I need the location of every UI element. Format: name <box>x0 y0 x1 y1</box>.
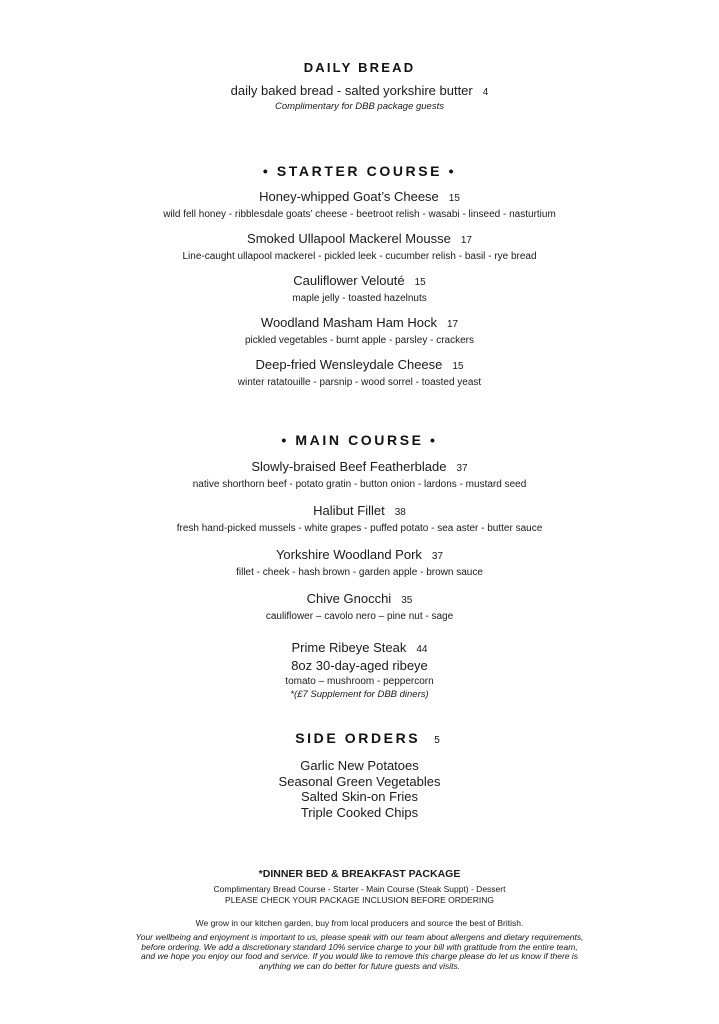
starter-list <box>0 189 719 390</box>
service-charge-notice <box>0 933 719 971</box>
dish-name: Smoked Ullapool Mackerel Mousse <box>247 231 451 246</box>
package-check-note: PLEASE CHECK YOUR PACKAGE INCLUSION BEFORE ORDERING <box>225 895 494 905</box>
starter-item <box>0 273 719 306</box>
main-list <box>0 459 719 701</box>
dish-description: pickled vegetables - burnt apple - parsley - crackers <box>245 335 474 346</box>
starter-section <box>0 163 719 399</box>
dish-price: 15 <box>414 277 426 288</box>
sourcing-statement: We grow in our kitchen garden, buy from local producers and source the best of British. <box>195 918 524 928</box>
sides-list <box>0 758 719 820</box>
dish-price: 15 <box>448 193 460 204</box>
side-item: Triple Cooked Chips <box>300 804 419 820</box>
steak-description: tomato – mushroom - peppercorn <box>285 676 434 687</box>
package-title: *DINNER BED & BREAKFAST PACKAGE <box>258 868 461 880</box>
side-item: Seasonal Green Vegetables <box>278 773 441 789</box>
sides-heading: SIDE ORDERS <box>295 730 421 746</box>
steak-item <box>0 640 719 701</box>
starter-item <box>0 231 719 264</box>
dish-name: Yorkshire Woodland Pork <box>275 547 422 562</box>
steak-subtitle: 8oz 30-day-aged ribeye <box>291 658 428 673</box>
notice-line: before ordering. We add a discretionary standard 10% service charge to your bill with gratitude from the entire team, <box>141 941 578 952</box>
starter-item <box>0 357 719 390</box>
dish-price: 35 <box>401 595 413 606</box>
dish-name: Deep-fried Wensleydale Cheese <box>255 357 443 372</box>
steak-price: 44 <box>416 644 428 655</box>
notice-line: and we hope you enjoy our food and service. If you would like to remove this charge please do let us know if there is <box>140 951 579 961</box>
dish-price: 15 <box>452 361 464 372</box>
dish-price: 38 <box>394 507 406 518</box>
main-section <box>0 432 719 710</box>
notice-line: anything we can do better for future guests and visits. <box>258 960 461 971</box>
dish-price: 37 <box>456 463 468 474</box>
steak-note: *(£7 Supplement for DBB diners) <box>290 689 429 700</box>
sides-price: 5 <box>434 735 440 746</box>
footer-section <box>0 868 719 971</box>
steak-name: Prime Ribeye Steak <box>291 640 407 655</box>
main-item <box>0 591 719 624</box>
bread-item-line <box>0 83 719 101</box>
dish-description: fillet - cheek - hash brown - garden apple - brown sauce <box>236 567 483 578</box>
starter-item <box>0 315 719 348</box>
dish-price: 17 <box>446 319 459 330</box>
bread-note: Complimentary for DBB package guests <box>275 101 444 112</box>
side-item: Salted Skin-on Fries <box>300 789 419 804</box>
dish-description: fresh hand-picked mussels - white grapes - puffed potato - sea aster - butter sauce <box>176 523 543 534</box>
bread-section <box>0 60 719 113</box>
bread-price: 4 <box>482 87 489 98</box>
bread-heading: DAILY BREAD <box>303 60 416 75</box>
dish-description: native shorthorn beef - potato gratin - button onion - lardons - mustard seed <box>192 479 527 490</box>
starter-heading: • STARTER COURSE • <box>262 163 457 179</box>
dish-description: winter ratatouille - parsnip - wood sorrel - toasted yeast <box>237 377 482 388</box>
dish-price: 37 <box>431 551 444 562</box>
dish-description: maple jelly - toasted hazelnuts <box>292 293 427 304</box>
bread-item: daily baked bread - salted yorkshire butter <box>230 83 473 98</box>
dish-description: cauliflower – cavolo nero – pine nut - sage <box>265 611 454 622</box>
starter-item <box>0 189 719 222</box>
dish-name: Halibut Fillet <box>313 503 385 518</box>
notice-line: Your wellbeing and enjoyment is important to us, please speak with our team about allergens and dietary requirements, <box>135 932 584 942</box>
sides-heading-line <box>0 730 719 746</box>
dish-price: 17 <box>460 235 472 246</box>
dish-name: Cauliflower Velouté <box>293 273 405 288</box>
main-item <box>0 547 719 580</box>
dish-name: Woodland Masham Ham Hock <box>260 315 437 330</box>
package-inclusions: Complimentary Bread Course - Starter - Main Course (Steak Suppt) - Dessert <box>213 884 506 894</box>
dish-name: Honey-whipped Goat’s Cheese <box>259 189 439 204</box>
side-item: Garlic New Potatoes <box>300 758 419 773</box>
dish-name: Chive Gnocchi <box>306 591 392 606</box>
dish-description: Line-caught ullapool mackerel - pickled leek - cucumber relish - basil - rye bread <box>182 251 537 262</box>
dish-description: wild fell honey - ribblesdale goats’ cheese - beetroot relish - wasabi - linseed - nasturtium <box>163 209 556 220</box>
main-heading: • MAIN COURSE • <box>281 432 438 448</box>
main-item <box>0 459 719 492</box>
dish-name: Slowly-braised Beef Featherblade <box>251 459 447 474</box>
main-item <box>0 503 719 536</box>
sides-section <box>0 730 719 820</box>
